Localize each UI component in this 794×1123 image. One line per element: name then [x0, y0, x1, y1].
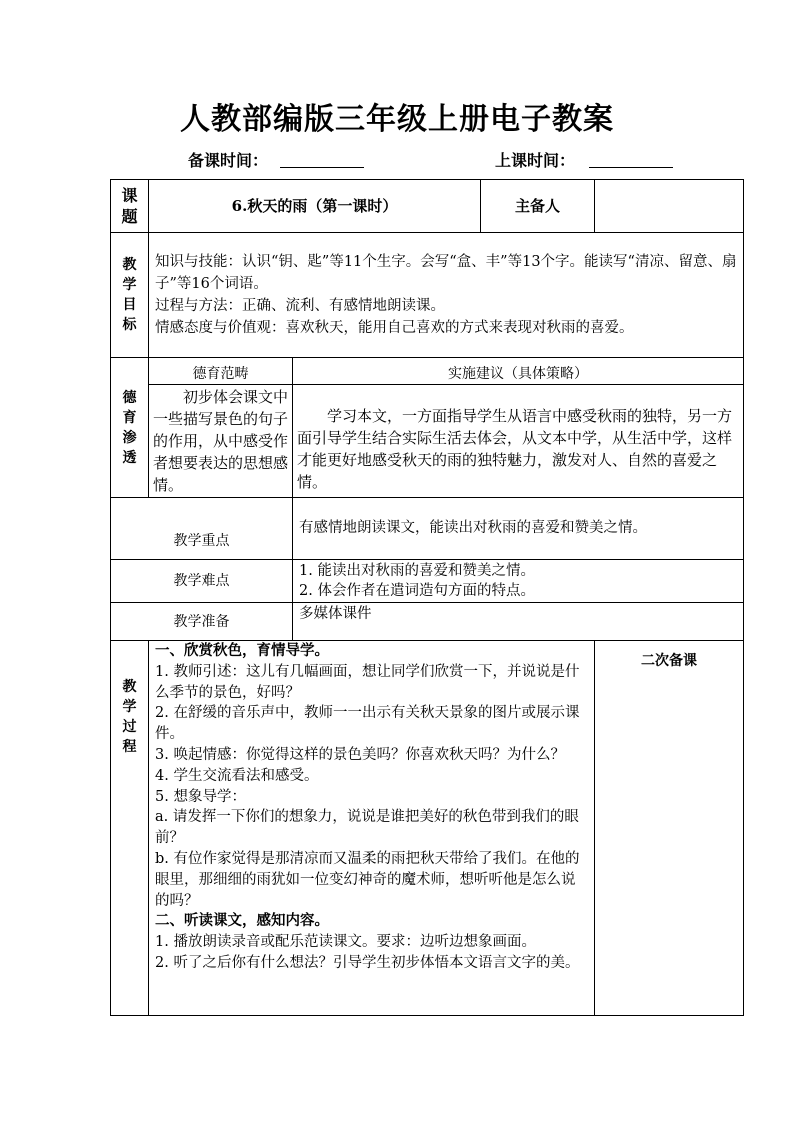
key-points-label: 教学重点	[111, 498, 293, 560]
moral-right-text: 学习本文，一方面指导学生从语言中感受秋雨的独特，另一方面引导学生结合实际生活去体会，从文本中学，从生活中学，这样才能更好地感受秋天的雨的独特魅力，激发对人、自然的喜爱之情。	[293, 385, 744, 498]
moral-header-right: 实施建议（具体策略）	[293, 358, 744, 385]
prep-time-label: 备课时间：	[188, 151, 269, 170]
process-item: 2. 在舒缓的音乐声中，教师一一出示有关秋天景象的图片或展示课件。	[155, 705, 580, 743]
class-time-blank[interactable]	[589, 167, 673, 168]
owner-label: 主备人	[481, 180, 595, 233]
goal-process: 过程与方法：正确、流利、有感情地朗读课。	[155, 298, 445, 314]
goal-emotion: 情感态度与价值观：喜欢秋天，能用自己喜欢的方式来表现对秋雨的喜爱。	[155, 320, 634, 336]
document-title: 人教部编版三年级上册电子教案	[180, 102, 614, 137]
process-item: 2. 听了之后你有什么想法？引导学生初步体悟本文语言文字的美。	[155, 954, 580, 971]
lesson-plan-table	[110, 179, 744, 1016]
process-section-1: 一、欣赏秋色，育情导学。	[155, 642, 329, 659]
moral-label: 德 育 渗 透	[111, 358, 149, 498]
topic-row	[111, 180, 744, 233]
process-section-2: 二、听读课文，感知内容。	[155, 912, 329, 930]
second-prep-column[interactable]	[595, 641, 744, 1016]
moral-header-left: 德育范畴	[149, 358, 293, 385]
topic-label: 课 题	[111, 180, 149, 233]
process-label: 教 学 过 程	[111, 641, 149, 1016]
key-points-text: 有感情地朗读课文，能读出对秋雨的喜爱和赞美之情。	[293, 498, 744, 560]
second-prep-label: 二次备课	[641, 653, 698, 669]
process-item: b. 有位作家觉得是那清凉而又温柔的雨把秋天带给了我们。在他的眼里，那细细的雨犹如一位变幻神奇的魔术师，想听听他是怎么说的吗？	[155, 850, 580, 909]
class-time-label: 上课时间：	[495, 151, 576, 170]
difficulties-text	[293, 560, 744, 603]
process-content	[149, 641, 595, 1016]
process-item: 1. 教师引述：这儿有几幅画面，想让同学们欣赏一下，并说说是什么季节的景色，好吗？	[155, 663, 580, 701]
process-item: 4. 学生交流看法和感受。	[155, 767, 319, 784]
prep-time-blank[interactable]	[280, 167, 364, 168]
process-item: 3. 唤起情感：你觉得这样的景色美吗？你喜欢秋天吗？为什么？	[155, 746, 565, 763]
difficulties-row	[111, 560, 744, 603]
process-item: 5. 想象导学：	[155, 788, 246, 805]
topic-value: 6.秋天的雨（第一课时）	[149, 180, 481, 233]
preparation-text: 多媒体课件	[293, 603, 744, 641]
difficulty-item: 2. 体会作者在遣词造句方面的特点。	[299, 583, 535, 599]
process-row	[111, 641, 744, 1016]
key-points-row	[111, 498, 744, 560]
moral-left-text: 初步体会课文中一些描写景色的句子的作用，从中感受作者想要表达的思想感情。	[149, 385, 293, 498]
difficulty-item: 1. 能读出对秋雨的喜爱和赞美之情。	[299, 563, 535, 579]
preparation-label: 教学准备	[111, 603, 293, 641]
moral-content-row	[111, 385, 744, 498]
goal-knowledge: 知识与技能：认识“钥、匙”等11个生字。会写“盒、丰”等13个字。能读写“清凉、留意、扇子”等16个词语。	[155, 254, 737, 292]
goals-label: 教 学 目 标	[111, 233, 149, 358]
process-item: a. 请发挥一下你们的想象力，说说是谁把美好的秋色带到我们的眼前？	[155, 809, 579, 847]
process-item: 1. 播放朗读录音或配乐范读课文。要求：边听边想象画面。	[155, 934, 536, 951]
moral-header-row	[111, 358, 744, 385]
difficulties-label: 教学难点	[111, 560, 293, 603]
goals-row	[111, 233, 744, 358]
owner-value[interactable]	[595, 180, 744, 233]
preparation-row	[111, 603, 744, 641]
goals-content	[149, 233, 744, 358]
